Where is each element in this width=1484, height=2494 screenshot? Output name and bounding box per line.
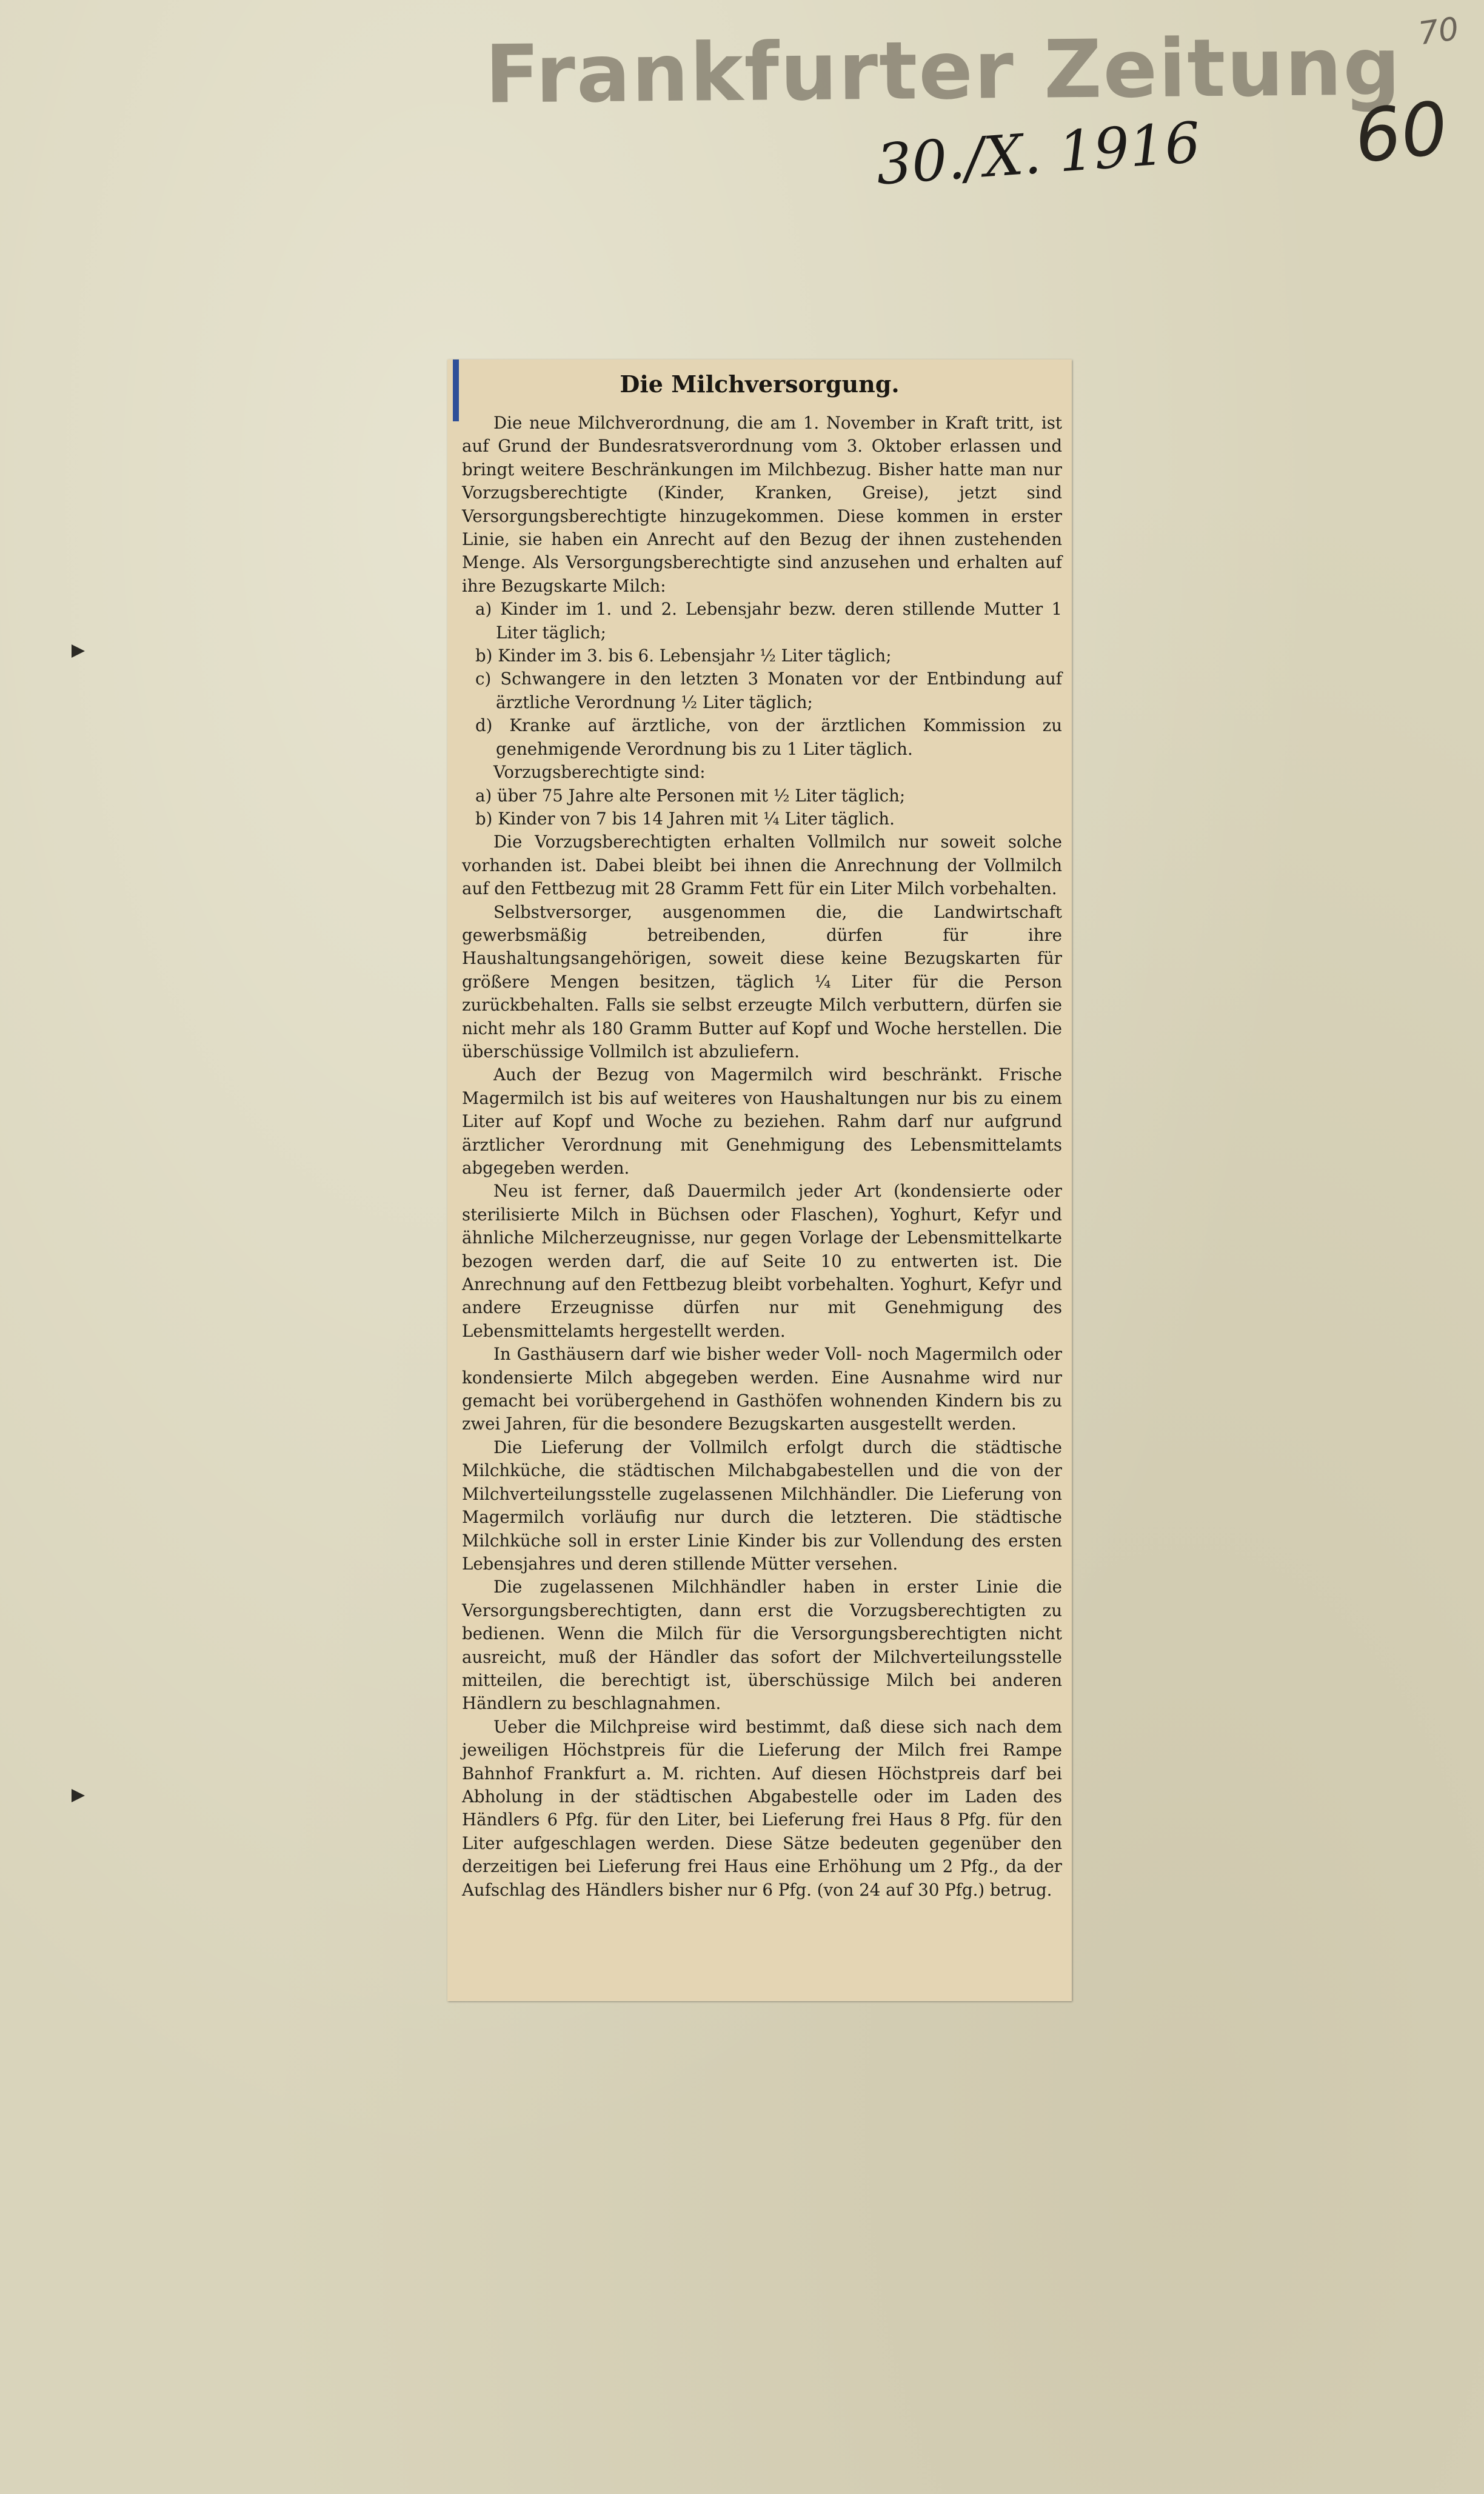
newspaper-stamp: Frankfurter Zeitung [484,20,1402,122]
article-list-item: b) Kinder im 3. bis 6. Lebensjahr ½ Liter täglich; [475,646,892,666]
article-paragraph: In Gasthäusern darf wie bisher weder Voll- noch Magermilch oder kondensierte Milch abgegeben werden. Eine Ausnahme wird nur gemacht bei vorübergehend in Gasthöfen wohnenden Kindern bis zu zwei Jahren, für die besondere Bezugskarten ausgestellt werden. [462,1344,1062,1434]
article-list-item: d) Kranke auf ärztliche, von der ärztlichen Kommission zu genehmigende Verordnung bis zu 1 Liter täglich. [475,715,1062,759]
article-paragraph: Vorzugsberechtigte sind: [493,762,706,783]
article-paragraph: Neu ist ferner, daß Dauermilch jeder Art (kondensierte oder sterilisierte Milch in Büchsen oder Flaschen), Yoghurt, Kefyr und ähnliche Milcherzeugnisse, nur gegen Vorlage der Lebensmittelkarte bezogen werden darf, die auf Seite 10 zu entwerten ist. Die Anrechnung auf den Fettbezug bleibt vorbehalten. Yoghurt, Kefyr und andere Erzeugnisse dürfen nur mit Genehmigung des Lebensmittelamts hergestellt werden. [462,1181,1062,1341]
handwritten-date: 30./X. 1916 [874,110,1203,198]
folio-number: 60 [1351,86,1452,180]
punch-mark-upper [72,644,85,658]
article-list-item: c) Schwangere in den letzten 3 Monaten vor der Entbindung auf ärztliche Verordnung ½ Liter täglich; [475,669,1062,712]
article-paragraph: Die Lieferung der Vollmilch erfolgt durch die städtische Milchküche, die städtischen Milchabgabestellen und die von der Milchverteilungsstelle zugelassenen Milchhändler. Die Lieferung von Magermilch vorläufig nur durch die letzteren. Die städtische Milchküche soll in erster Linie Kinder bis zur Vollendung des ersten Lebensjahres und deren stillende Mütter versehen. [462,1437,1062,1574]
article-paragraph: Auch der Bezug von Magermilch wird beschränkt. Frische Magermilch ist bis auf weiteres von Haushaltungen nur bis zu einem Liter auf Kopf und Woche zu beziehen. Rahm darf nur aufgrund ärztlicher Verordnung mit Genehmigung des Lebensmittelamts abgegeben werden. [462,1065,1062,1178]
folio-number-small: 70 [1416,10,1462,53]
article-body [462,412,1062,1902]
article-paragraph: Die neue Milchverordnung, die am 1. November in Kraft tritt, ist auf Grund der Bundesratsverordnung vom 3. Oktober erlassen und bringt weitere Beschränkungen im Milchbezug. Bisher hatte man nur Vorzugsberechtigte (Kinder, Kranken, Greise), jetzt sind Versorgungsberechtigte hinzugekommen. Diese kommen in erster Linie, sie haben ein Anrecht auf den Bezug der ihnen zustehenden Menge. Als Versorgungsberechtigte sind anzusehen und erhalten auf ihre Bezugskarte Milch: [462,413,1062,596]
article-paragraph: Ueber die Milchpreise wird bestimmt, daß diese sich nach dem jeweiligen Höchstpreis für die Lieferung der Milch frei Rampe Bahnhof Frankfurt a. M. richten. Auf diesen Höchstpreis darf bei Abholung in der städtischen Abgabestelle oder im Laden des Händlers 6 Pfg. für den Liter, bei Lieferung frei Haus 8 Pfg. für den Liter aufgeschlagen werden. Diese Sätze bedeuten gegenüber den derzeitigen bei Lieferung frei Haus eine Erhöhung um 2 Pfg., da der Aufschlag des Händlers bisher nur 6 Pfg. (von 24 auf 30 Pfg.) betrug. [462,1716,1062,1900]
article-paragraph: Die zugelassenen Milchhändler haben in erster Linie die Versorgungsberechtigten, dann erst die Vorzugsberechtigten zu bedienen. Wenn die Milch für die Versorgungsberechtigten nicht ausreicht, muß der Händler das sofort der Milchverteilungsstelle mitteilen, die berechtigt ist, überschüssige Milch bei anderen Händlern zu beschlagnahmen. [462,1577,1062,1714]
article-paragraph: Die Vorzugsberechtigten erhalten Vollmilch nur soweit solche vorhanden ist. Dabei bleibt bei ihnen die Anrechnung der Vollmilch auf den Fettbezug mit 28 Gramm Fett für ein Liter Milch vorbehalten. [462,832,1062,899]
article-title: Die Milchversorgung. [620,370,900,398]
article-list-item: a) Kinder im 1. und 2. Lebensjahr bezw. deren stillende Mutter 1 Liter täglich; [475,599,1062,643]
newspaper-clipping [447,359,1072,2001]
article-list-item: b) Kinder von 7 bis 14 Jahren mit ¼ Liter täglich. [475,808,895,829]
article-paragraph: Selbstversorger, ausgenommen die, die Landwirtschaft gewerbsmäßig betreibenden, dürfen für ihre Haushaltungsangehörigen, soweit diese keine Bezugskarten für größere Mengen besitzen, täglich ¼ Liter für die Person zurückbehalten. Falls sie selbst erzeugte Milch verbuttern, dürfen sie nicht mehr als 180 Gramm Butter auf Kopf und Woche herstellen. Die überschüssige Vollmilch ist abzuliefern. [462,901,1062,1061]
article-list-item: a) über 75 Jahre alte Personen mit ½ Liter täglich; [475,785,906,806]
punch-mark-lower [72,1789,85,1802]
